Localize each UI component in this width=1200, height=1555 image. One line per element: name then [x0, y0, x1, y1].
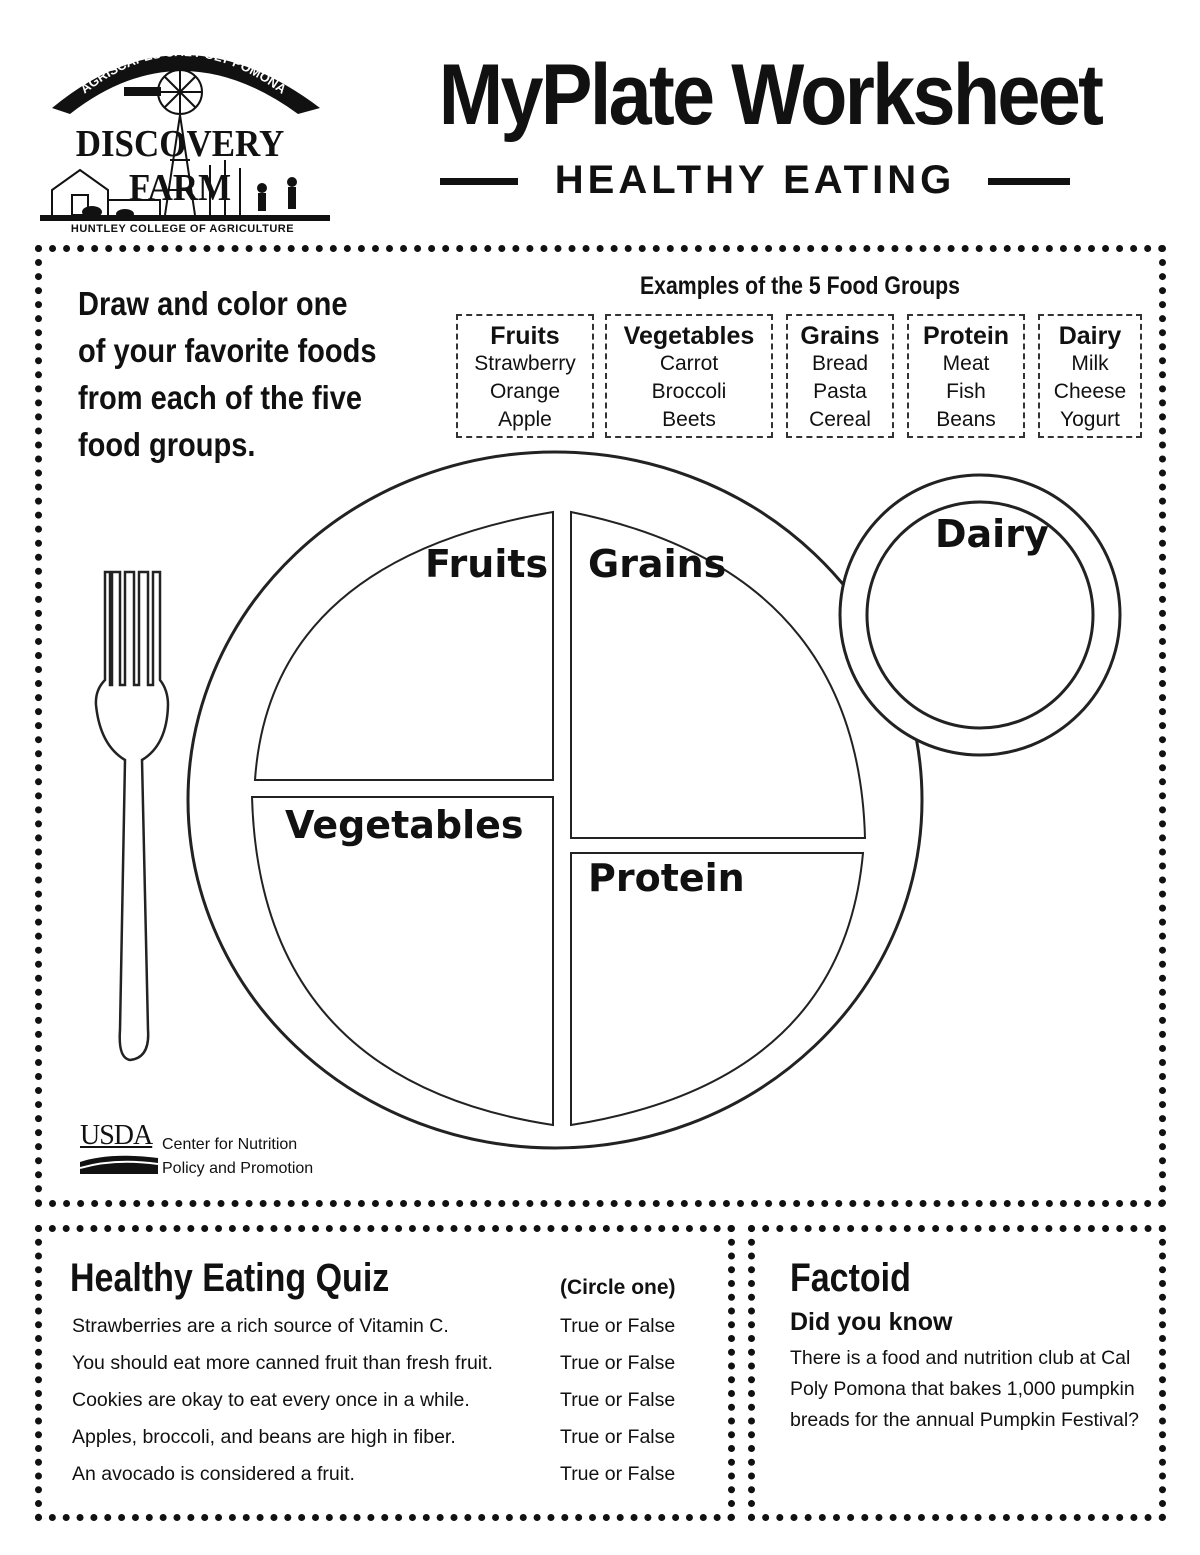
usda-center-name [162, 1133, 313, 1181]
food-group-name: Vegetables [623, 322, 755, 350]
usda-logo: USDA [80, 1120, 153, 1151]
page-title: MyPlate Worksheet [438, 47, 1102, 143]
quiz-question [72, 1426, 692, 1456]
quiz-question [72, 1352, 692, 1382]
quiz-answer-choice[interactable]: True or False [560, 1389, 676, 1411]
factoid-title: Factoid [790, 1256, 911, 1300]
quiz-title: Healthy Eating Quiz [70, 1256, 390, 1300]
food-group-name: Dairy [1058, 322, 1122, 350]
examples-title: Examples of the 5 Food Groups [640, 272, 960, 300]
svg-text:AGRISCAPES CAL POLY POMONA: AGRISCAPES CAL POLY POMONA [77, 43, 290, 97]
quiz-answer-choice[interactable]: True or False [560, 1315, 676, 1337]
quiz-question-text: You should eat more canned fruit than fresh fruit. [72, 1352, 493, 1374]
quiz-answer-choice[interactable]: True or False [560, 1463, 676, 1485]
quiz-question-text: Strawberries are a rich source of Vitamin C. [72, 1315, 449, 1337]
quiz-question-text: Cookies are okay to eat every once in a while. [72, 1389, 470, 1411]
quiz-question [72, 1389, 692, 1419]
plate-label-fruits: Fruits [425, 542, 549, 586]
quiz-question [72, 1315, 692, 1345]
food-example: Apple [498, 408, 552, 431]
food-example: Cereal [809, 408, 871, 431]
food-example: Broccoli [651, 380, 727, 403]
plate-label-vegetables: Vegetables [285, 803, 524, 847]
plate-label-dairy: Dairy [935, 512, 1049, 556]
logo-name: DISCOVERY FARM [75, 123, 285, 209]
plate-outline [188, 452, 922, 1148]
quiz-question-text: Apples, broccoli, and beans are high in fiber. [72, 1426, 456, 1448]
quiz-answer-choice[interactable]: True or False [560, 1426, 676, 1448]
usda-hills-icon [80, 1152, 158, 1174]
logo-college: HUNTLEY COLLEGE OF AGRICULTURE [70, 223, 295, 235]
fork-icon [96, 572, 168, 1060]
quiz-instruction: (Circle one) [560, 1276, 676, 1299]
quiz-question [72, 1463, 692, 1493]
food-example: Beets [662, 408, 716, 431]
usda-line-2: Policy and Promotion [162, 1160, 314, 1177]
plate-label-grains: Grains [588, 542, 727, 586]
factoid-heading: Did you know [790, 1308, 953, 1336]
food-example: Fish [946, 380, 986, 403]
quiz-question-text: An avocado is considered a fruit. [72, 1463, 355, 1485]
food-example: Milk [1071, 352, 1109, 375]
food-example: Pasta [813, 380, 867, 403]
food-example: Beans [936, 408, 996, 431]
food-example: Strawberry [474, 352, 576, 375]
food-example: Orange [489, 380, 561, 403]
food-group-name: Fruits [490, 322, 560, 350]
food-example: Carrot [659, 352, 719, 375]
food-group-name: Protein [922, 322, 1010, 350]
food-example: Cheese [1053, 380, 1127, 403]
plate-label-protein: Protein [588, 856, 745, 900]
usda-line-1: Center for Nutrition [162, 1136, 298, 1153]
quiz-answer-choice[interactable]: True or False [560, 1352, 676, 1374]
food-example: Bread [811, 352, 869, 375]
food-example: Meat [942, 352, 990, 375]
page-subtitle: HEALTHY EATING [554, 158, 956, 202]
food-group-name: Grains [800, 322, 880, 350]
drawing-instruction: Draw and color one of your favorite foods from each of the five food groups. [78, 285, 377, 463]
factoid-body: There is a food and nutrition club at Cal Poly Pomona that bakes 1,000 pumpkin breads for the annual Pumpkin Festival? [790, 1347, 1140, 1431]
food-example: Yogurt [1060, 408, 1120, 431]
